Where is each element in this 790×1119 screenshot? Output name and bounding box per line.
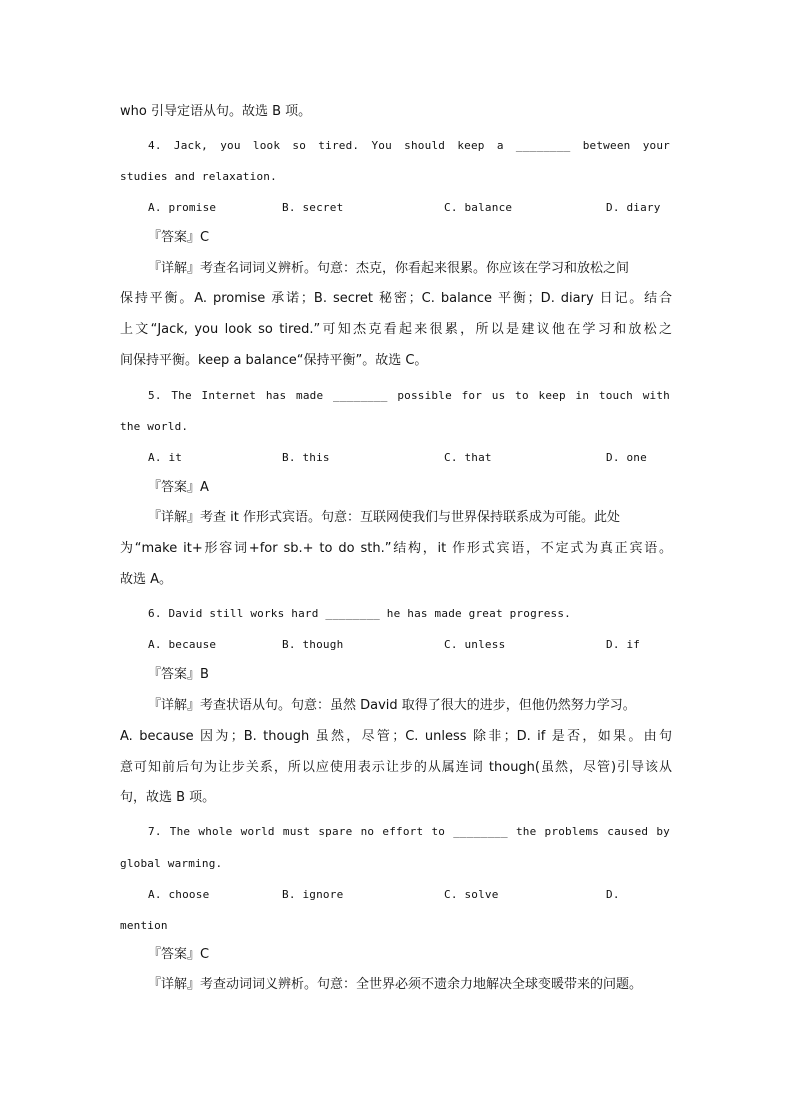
answer-label: 『答案』C: [148, 230, 210, 245]
question-5-stem: 5. The Internet has made ________ possible for us to keep in touch with: [148, 389, 670, 402]
option-c: C. balance: [444, 201, 513, 214]
question-7-stem-cont: global warming.: [120, 857, 223, 870]
explanation-line: 句，故选 B 项。: [120, 790, 216, 805]
option-c: C. solve: [444, 888, 499, 901]
option-d: D.: [606, 888, 620, 901]
question-4-stem: 4. Jack, you look so tired. You should keep a ________ between your: [148, 139, 670, 152]
question-6-stem: 6. David still works hard ________ he has made great progress.: [148, 607, 571, 620]
option-b: B. though: [282, 638, 344, 651]
option-a: A. because: [148, 638, 217, 651]
option-c: C. unless: [444, 638, 506, 651]
option-d-text: mention: [120, 919, 168, 932]
explanation-line: 『详解』考查 it 作形式宾语。句意：互联网使我们与世界保持联系成为可能。此处: [148, 510, 620, 525]
option-b: B. secret: [282, 201, 344, 214]
question-7-stem: 7. The whole world must spare no effort to ________ the problems caused by: [148, 825, 670, 838]
option-b: B. ignore: [282, 888, 344, 901]
option-a: A. it: [148, 451, 183, 464]
explanation-line: A. because 因为；B. though 虽然，尽管；C. unless 除非；D. if 是否，如果。由句: [120, 729, 672, 744]
explanation-line: 『详解』考查名词词义辨析。句意：杰克，你看起来很累。你应该在学习和放松之间: [148, 261, 630, 276]
answer-label: 『答案』A: [148, 480, 209, 495]
question-5-stem-cont: the world.: [120, 420, 189, 433]
explanation-line: 『详解』考查动词词义辨析。句意：全世界必须不遗余力地解决全球变暖带来的问题。: [148, 977, 643, 992]
option-a: A. choose: [148, 888, 210, 901]
option-d: D. if: [606, 638, 641, 651]
explanation-line: 间保持平衡。keep a balance“保持平衡”。故选 C。: [120, 353, 428, 368]
answer-label: 『答案』B: [148, 667, 209, 682]
option-a: A. promise: [148, 201, 217, 214]
explanation-line: 意可知前后句为让步关系，所以应使用表示让步的从属连词 though(虽然，尽管)引导该从: [120, 760, 672, 775]
option-b: B. this: [282, 451, 330, 464]
option-d: D. one: [606, 451, 647, 464]
option-c: C. that: [444, 451, 492, 464]
question-4-stem-cont: studies and relaxation.: [120, 170, 277, 183]
explanation-line: 故选 A。: [120, 572, 173, 587]
text-line: who 引导定语从句。故选 B 项。: [120, 104, 312, 119]
explanation-line: 为“make it+形容词+for sb.+ to do sth.”结构，it 作形式宾语，不定式为真正宾语。: [120, 541, 672, 556]
option-d: D. diary: [606, 201, 661, 214]
explanation-line: 『详解』考查状语从句。句意：虽然 David 取得了很大的进步，但他仍然努力学习。: [148, 698, 636, 713]
explanation-line: 保持平衡。A. promise 承诺；B. secret 秘密；C. balance 平衡；D. diary 日记。结合: [120, 291, 672, 306]
explanation-line: 上文“Jack, you look so tired.”可知杰克看起来很累，所以是建议他在学习和放松之: [120, 322, 672, 337]
answer-label: 『答案』C: [148, 947, 210, 962]
